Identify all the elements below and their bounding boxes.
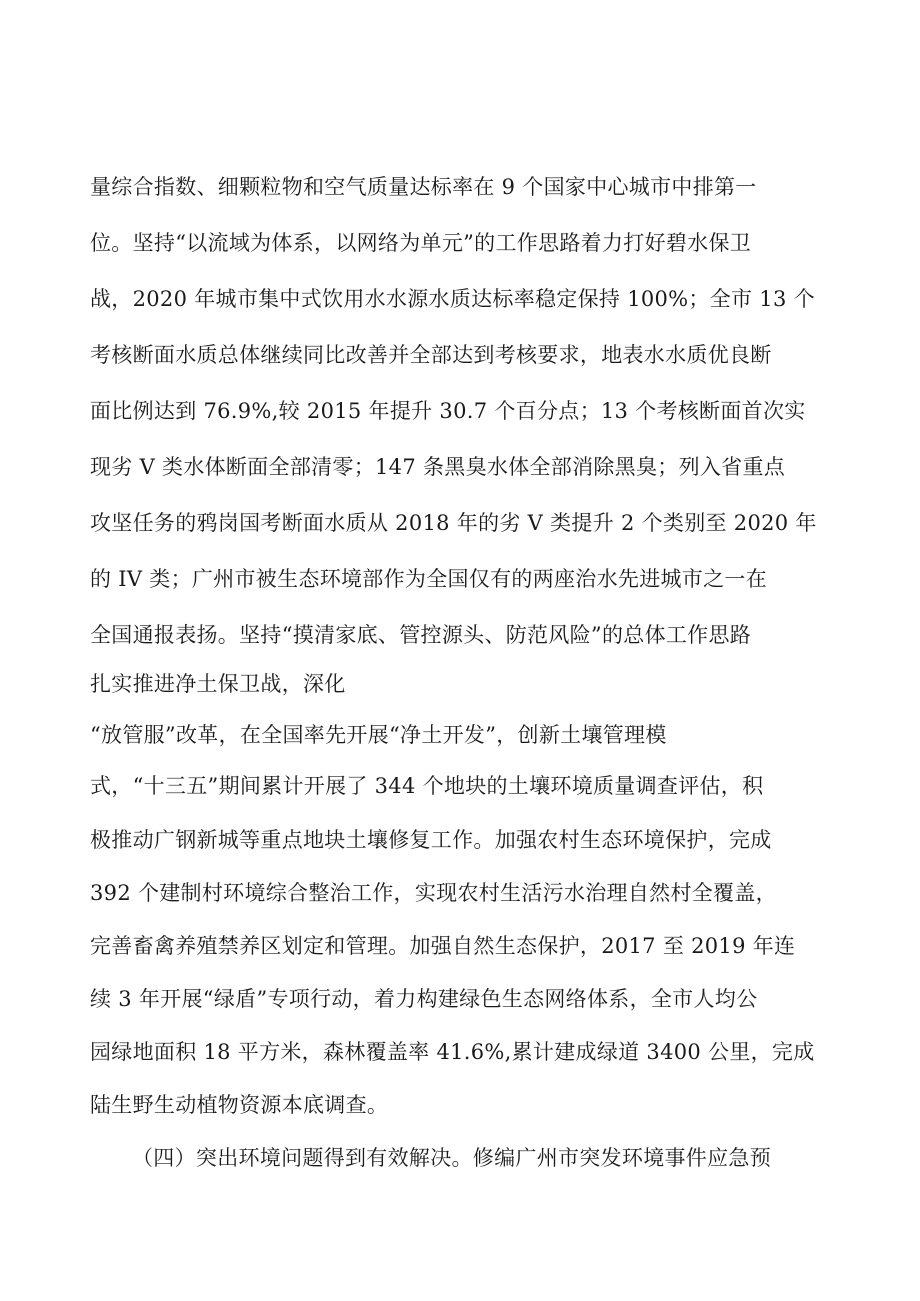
body-text-line: 极推动广钢新城等重点地块土壤修复工作。加强农村生态环境保护，完成 (90, 828, 772, 852)
body-text-line: 园绿地面积 18 平方米，森林覆盖率 41.6%,累计建成绿道 3400 公里，完成 (90, 1040, 815, 1064)
body-text-line: “放管服”改革，在全国率先开展“净土开发”，创新土壤管理模 (90, 723, 667, 747)
body-text-line: 陆生野生动植物资源本底调查。 (90, 1093, 389, 1117)
body-text-line: 攻坚任务的鸦岗国考断面水质从 2018 年的劣 V 类提升 2 个类别至 2020 年 (90, 511, 817, 535)
body-text-line: 完善畜禽养殖禁养区划定和管理。加强自然生态保护，2017 至 2019 年连 (90, 934, 796, 958)
body-text-line: 量综合指数、细颗粒物和空气质量达标率在 9 个国家中心城市中排第一 (90, 175, 757, 199)
body-text-line: 扎实推进净土保卫战，深化 (90, 672, 346, 696)
body-text-line: 全国通报表扬。坚持“摸清家底、管控源头、防范风险”的总体工作思路 (90, 623, 752, 647)
body-text-line: 位。坚持“以流域为体系，以网络为单元”的工作思路着力打好碧水保卫 (90, 231, 752, 255)
body-text-line: 392 个建制村环境综合整治工作，实现农村生活污水治理自然村全覆盖， (90, 881, 777, 905)
section-heading-line: （四）突出环境问题得到有效解决。修编广州市突发环境事件应急预 (132, 1146, 771, 1170)
body-text-line: 战，2020 年城市集中式饮用水水源水质达标率稳定保持 100%；全市 13 个 (90, 287, 815, 311)
body-text-line: 面比例达到 76.9%,较 2015 年提升 30.7 个百分点；13 个考核断面首次实 (90, 399, 806, 423)
body-text-line: 的 IV 类；广州市被生态环境部作为全国仅有的两座治水先进城市之一在 (90, 567, 768, 591)
body-text-line: 现劣 V 类水体断面全部清零；147 条黑臭水体全部消除黑臭；列入省重点 (90, 455, 786, 479)
body-text-line: 式，“十三五”期间累计开展了 344 个地块的土壤环境质量调查评估，积 (90, 774, 764, 798)
body-text-line: 考核断面水质总体继续同比改善并全部达到考核要求，地表水水质优良断 (90, 343, 772, 367)
body-text-line: 续 3 年开展“绿盾”专项行动，着力构建绿色生态网络体系，全市人均公 (90, 987, 758, 1011)
